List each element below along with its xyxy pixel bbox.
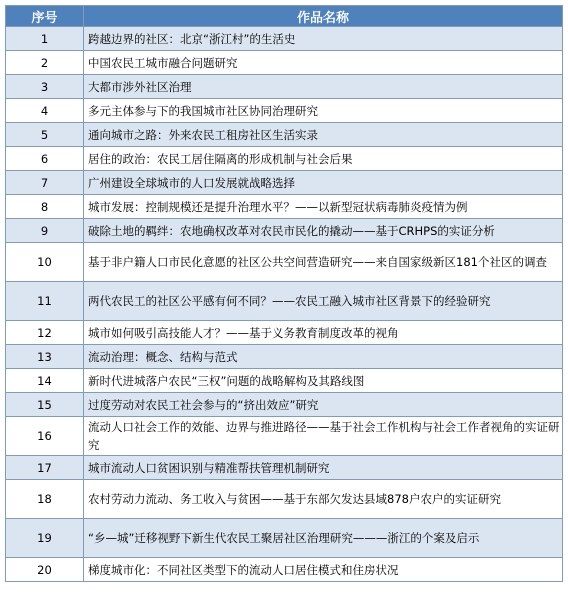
- row-number: 11: [6, 282, 84, 321]
- row-number: 16: [6, 417, 84, 456]
- table-row: [6, 519, 563, 558]
- row-title: 流动治理：概念、结构与范式: [84, 345, 563, 369]
- row-number: 12: [6, 321, 84, 345]
- row-title: 基于非户籍人口市民化意愿的社区公共空间营造研究——来自国家级新区181个社区的调查: [84, 243, 563, 282]
- table-row: [6, 147, 563, 171]
- table-row: [6, 27, 563, 51]
- row-number: 9: [6, 219, 84, 243]
- row-title: 农村劳动力流动、务工收入与贫困——基于东部欠发达县域878户农户的实证研究: [84, 480, 563, 519]
- table-row: [6, 480, 563, 519]
- row-title: 两代农民工的社区公平感有何不同？——农民工融入城市社区背景下的经验研究: [84, 282, 563, 321]
- table-row: [6, 282, 563, 321]
- row-title: 过度劳动对农民工社会参与的“挤出效应”研究: [84, 393, 563, 417]
- row-number: 20: [6, 558, 84, 582]
- table-row: [6, 51, 563, 75]
- row-number: 7: [6, 171, 84, 195]
- row-title: 多元主体参与下的我国城市社区协同治理研究: [84, 99, 563, 123]
- row-title: 流动人口社会工作的效能、边界与推进路径——基于社会工作机构与社会工作者视角的实证研究: [84, 417, 563, 456]
- row-number: 2: [6, 51, 84, 75]
- row-number: 13: [6, 345, 84, 369]
- table-row: [6, 393, 563, 417]
- table-row: [6, 243, 563, 282]
- row-title: 梯度城市化：不同社区类型下的流动人口居住模式和住房状况: [84, 558, 563, 582]
- row-number: 5: [6, 123, 84, 147]
- table-row: [6, 99, 563, 123]
- table-row: [6, 321, 563, 345]
- row-number: 3: [6, 75, 84, 99]
- row-number: 1: [6, 27, 84, 51]
- table-row: [6, 171, 563, 195]
- row-number: 4: [6, 99, 84, 123]
- table-row: [6, 123, 563, 147]
- row-title: 破除土地的羁绊：农地确权改革对农民市民化的撬动——基于CRHPS的实证分析: [84, 219, 563, 243]
- row-number: 6: [6, 147, 84, 171]
- row-number: 8: [6, 195, 84, 219]
- row-title: 跨越边界的社区：北京“浙江村”的生活史: [84, 27, 563, 51]
- table-row: [6, 369, 563, 393]
- works-table: [5, 5, 563, 582]
- row-title: 城市如何吸引高技能人才？——基于义务教育制度改革的视角: [84, 321, 563, 345]
- table-row: [6, 75, 563, 99]
- row-title: 城市发展：控制规模还是提升治理水平？——以新型冠状病毒肺炎疫情为例: [84, 195, 563, 219]
- row-title: 广州建设全球城市的人口发展就战略选择: [84, 171, 563, 195]
- table-container: [5, 5, 562, 582]
- header-number: 序号: [6, 6, 84, 27]
- row-number: 10: [6, 243, 84, 282]
- row-title: 中国农民工城市融合问题研究: [84, 51, 563, 75]
- row-number: 17: [6, 456, 84, 480]
- table-row: [6, 219, 563, 243]
- row-number: 18: [6, 480, 84, 519]
- table-row: [6, 345, 563, 369]
- header-row: [6, 6, 563, 27]
- table-row: [6, 195, 563, 219]
- row-number: 14: [6, 369, 84, 393]
- header-title: 作品名称: [84, 6, 563, 27]
- row-title: 城市流动人口贫困识别与精准帮扶管理机制研究: [84, 456, 563, 480]
- table-row: [6, 558, 563, 582]
- row-number: 19: [6, 519, 84, 558]
- row-title: 大都市涉外社区治理: [84, 75, 563, 99]
- row-number: 15: [6, 393, 84, 417]
- row-title: 通向城市之路：外来农民工租房社区生活实录: [84, 123, 563, 147]
- row-title: “乡—城”迁移视野下新生代农民工聚居社区治理研究———浙江的个案及启示: [84, 519, 563, 558]
- row-title: 居住的政治：农民工居住隔离的形成机制与社会后果: [84, 147, 563, 171]
- table-row: [6, 456, 563, 480]
- row-title: 新时代进城落户农民“三权”问题的战略解构及其路线图: [84, 369, 563, 393]
- table-row: [6, 417, 563, 456]
